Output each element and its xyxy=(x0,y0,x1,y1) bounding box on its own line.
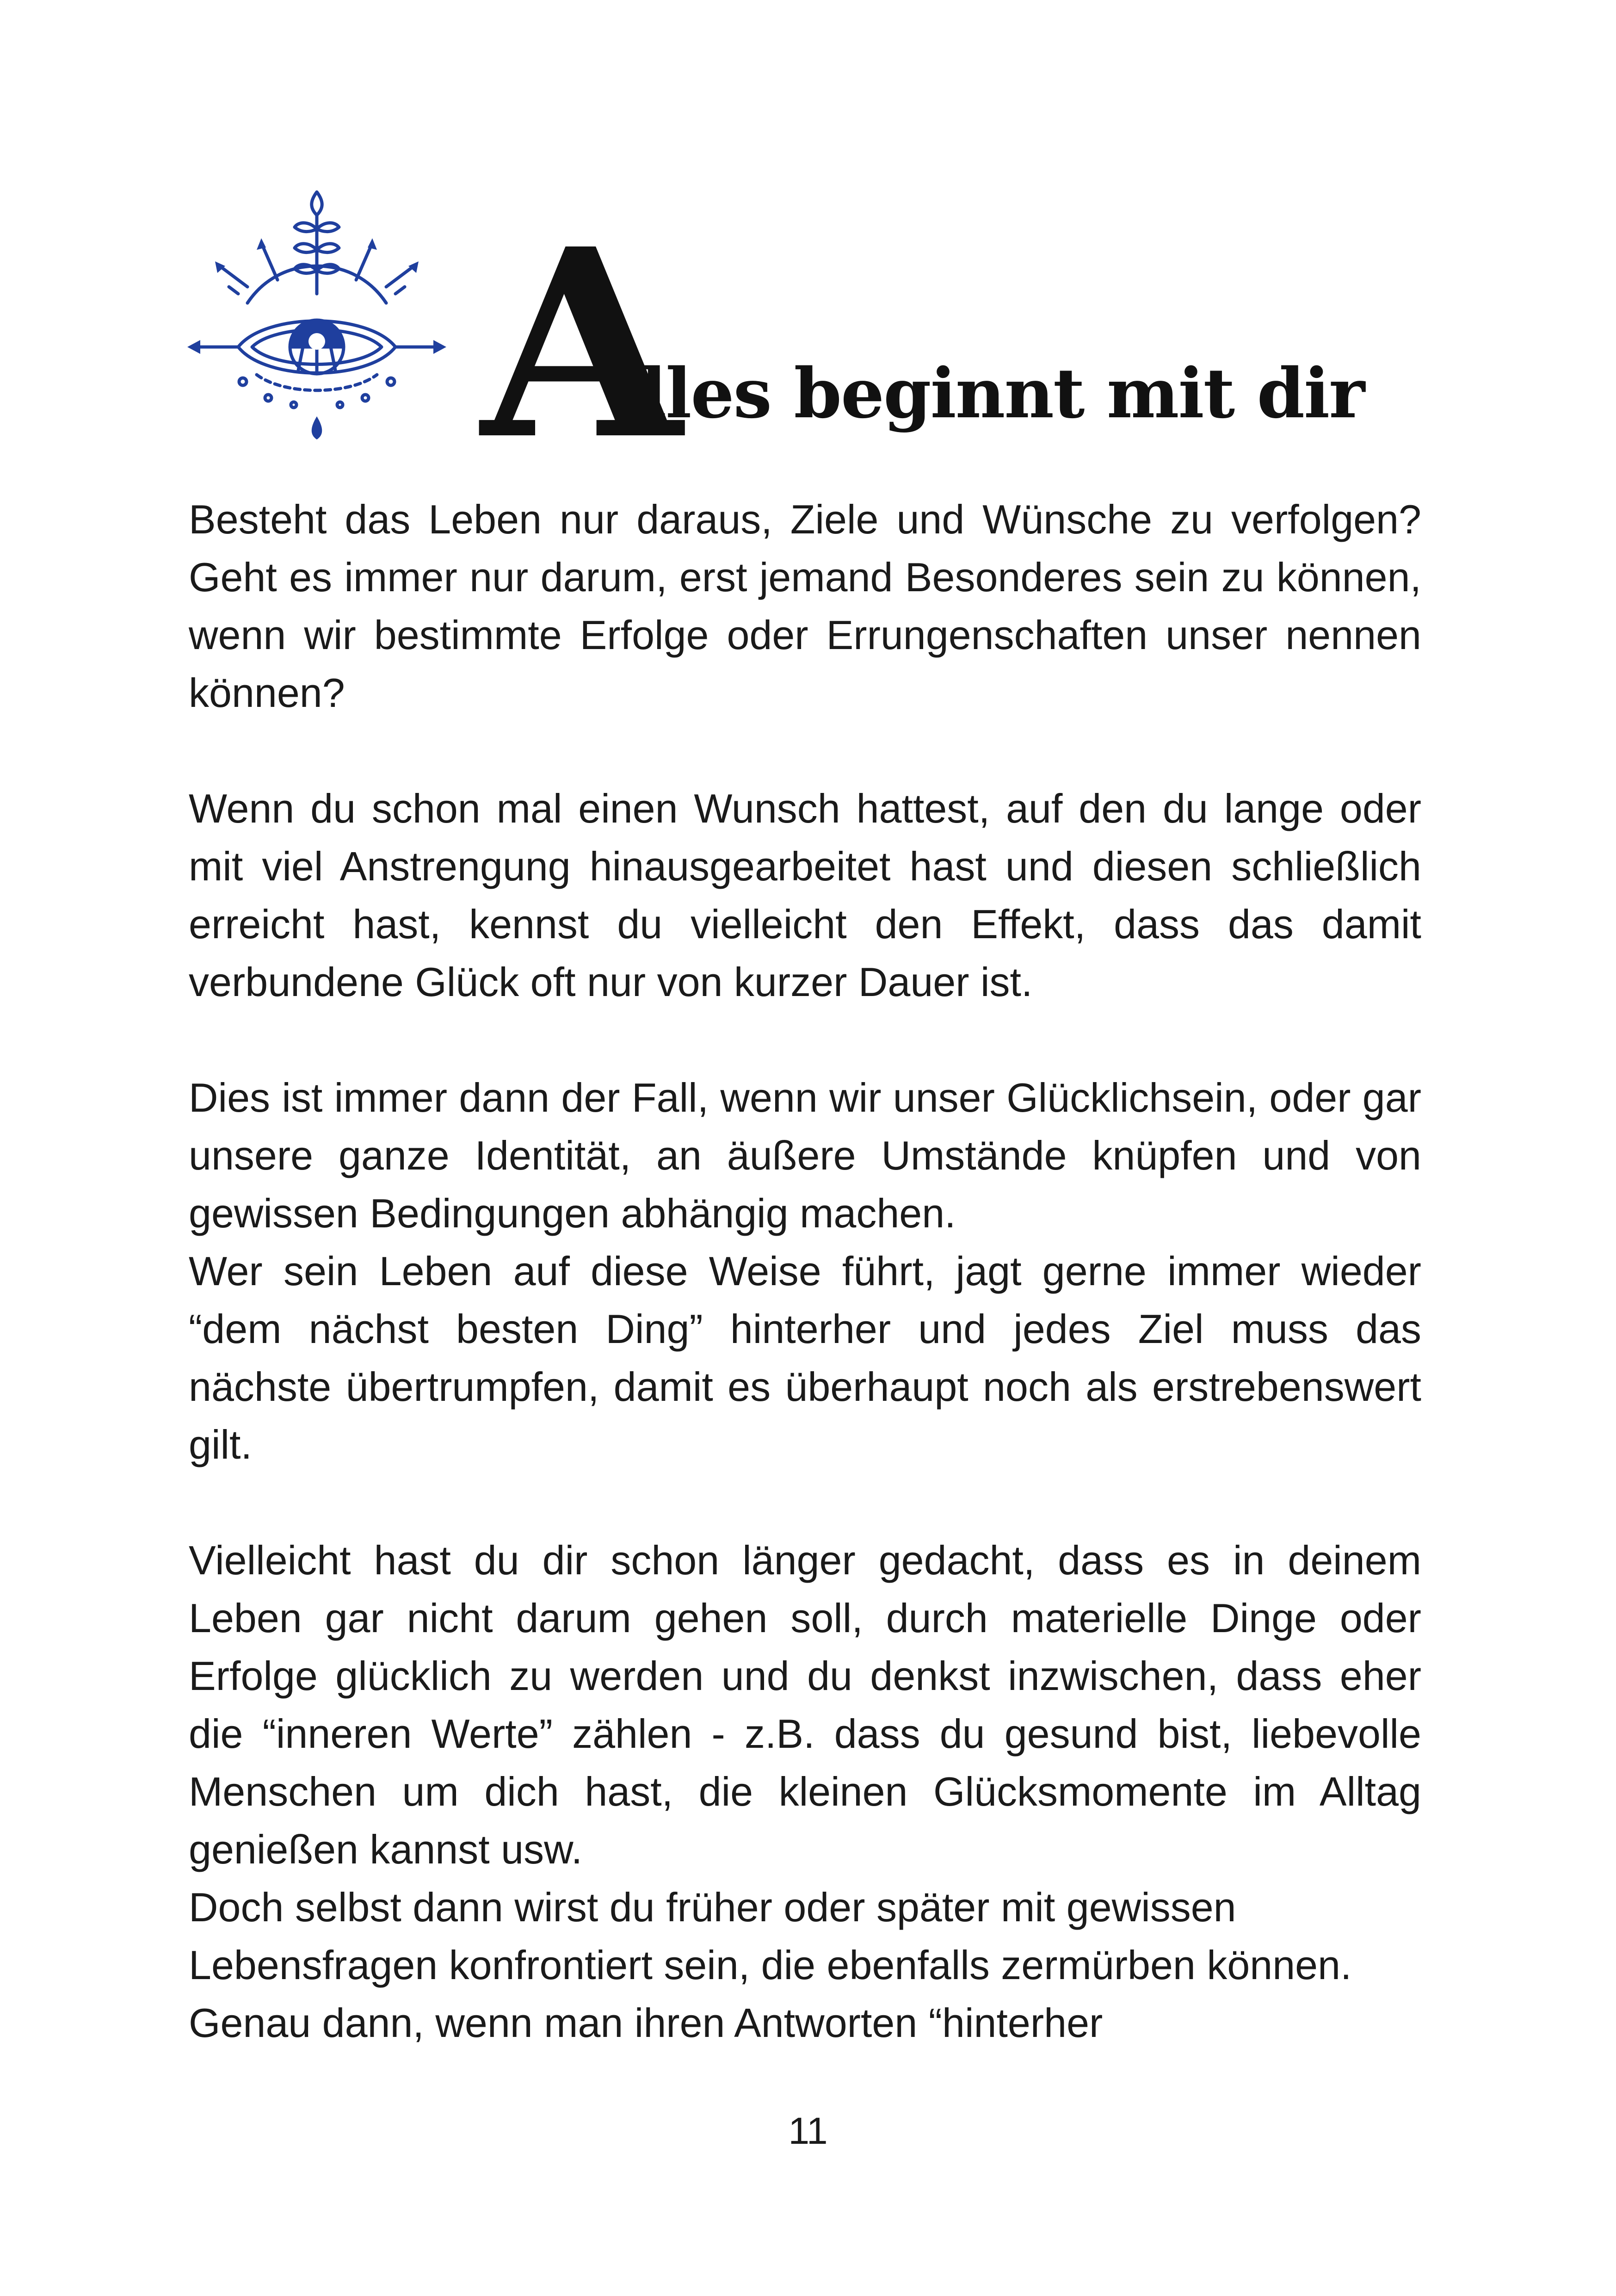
body-text xyxy=(189,490,1421,2052)
title-text: lles beginnt mit dir xyxy=(641,353,1364,433)
title-dropcap: A xyxy=(481,192,678,497)
eye-ornament-icon xyxy=(187,187,446,446)
paragraph: Doch selbst dann wirst du früher oder später mit gewissen Lebensfragen konfrontiert sein, die ebenfalls zermürben können. Genau dann, wenn man ihren Antworten “hinterher xyxy=(189,1884,1352,2046)
paragraph: Vielleicht hast du dir schon länger gedacht, dass es in deinem Leben gar nicht darum gehen soll, durch materielle Dinge oder Erfolge glücklich zu werden und du denkst inzwischen, dass eher die “inneren Werte” zählen - z.B. dass du gesund bist, liebevolle Menschen um dich hast, die kleinen Glücksmomente im Alltag genießen kannst usw. xyxy=(189,1537,1421,1872)
paragraph: Wer sein Leben auf diese Weise führt, jagt gerne immer wieder “dem nächst besten Ding” hinterher und jedes Ziel muss das nächste übertrumpfen, damit es überhaupt noch als erstrebenswert gilt. xyxy=(189,1248,1421,1467)
paragraph: Besteht das Leben nur daraus, Ziele und Wünsche zu verfolgen? Geht es immer nur darum, erst jemand Besonderes sein zu können, wenn wir bestimmte Erfolge oder Errungenschaften unser nennen können? xyxy=(189,496,1421,716)
paragraph: Dies ist immer dann der Fall, wenn wir unser Glücklichsein, oder gar unsere ganze Identität, an äußere Umstände knüpfen und von gewissen Bedingungen abhängig machen. xyxy=(189,1075,1421,1236)
page-number: 11 xyxy=(788,2110,828,2152)
paragraph: Wenn du schon mal einen Wunsch hattest, auf den du lange oder mit viel Anstrengung hinausgearbeitet hast und diesen schließlich erreicht hast, kennst du vielleicht den Effekt, dass das damit verbundene Glück oft nur von kurzer Dauer ist. xyxy=(189,786,1421,1005)
page-title xyxy=(481,192,1364,497)
